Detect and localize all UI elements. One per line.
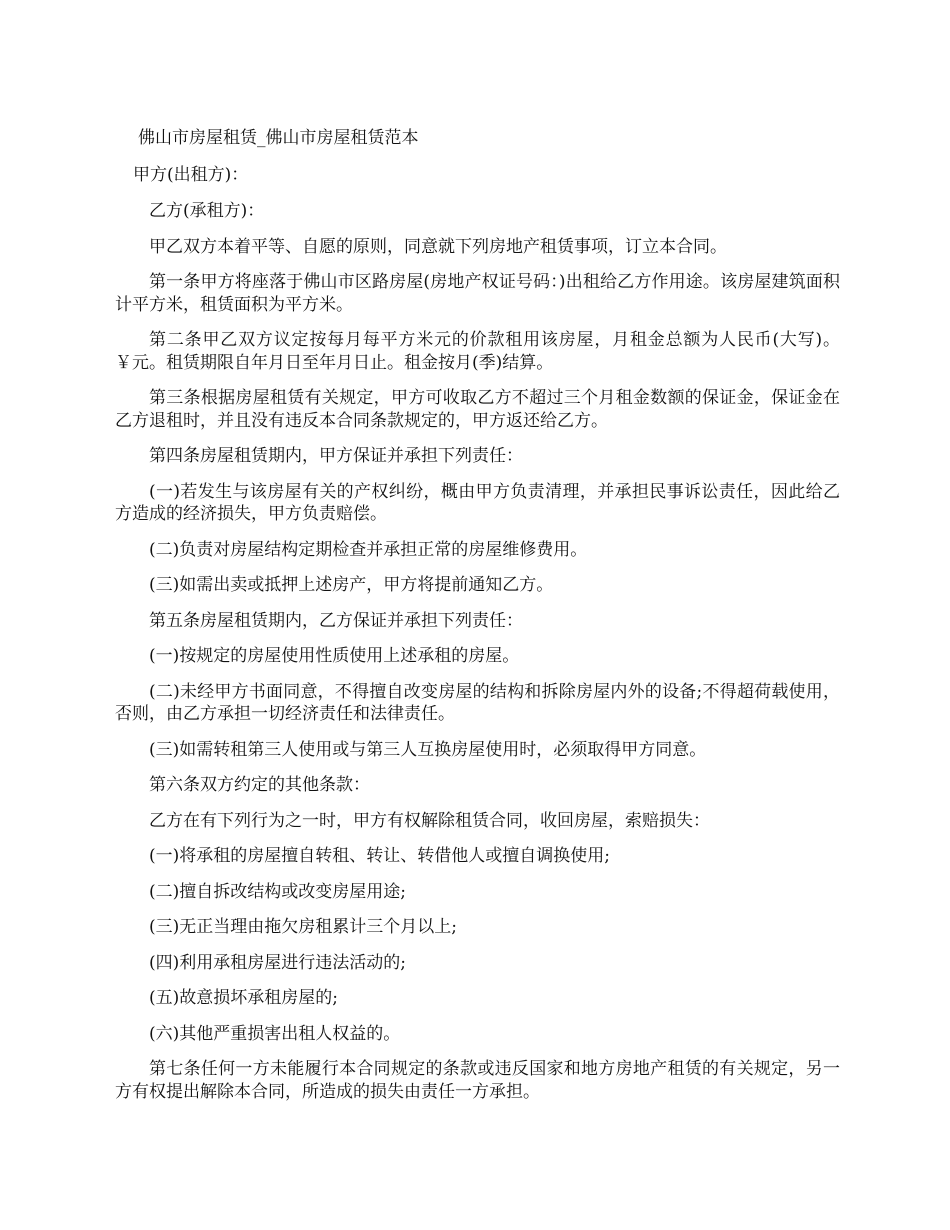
article-3-paragraph: 第三条根据房屋租赁有关规定，甲方可收取乙方不超过三个月租金数额的保证金，保证金在乙方退租时，并且没有违反本合同条款规定的，甲方返还给乙方。	[115, 388, 840, 431]
article-6-item-4: (四)利用承租房屋进行违法活动的;	[149, 952, 406, 973]
article-7-paragraph: 第七条任何一方未能履行本合同规定的条款或违反国家和地方房地产租赁的有关规定，另一方有权提出解除本合同，所造成的损失由责任一方承担。	[115, 1059, 840, 1102]
article-1-paragraph: 第一条甲方将座落于佛山市区路房屋(房地产权证号码：)出租给乙方作用途。该房屋建筑面积计平方米，租赁面积为平方米。	[115, 272, 840, 315]
article-6-item-5: (五)故意损坏承租房屋的;	[149, 988, 338, 1008]
article-2-paragraph: 第二条甲乙双方议定按每月每平方米元的价款租用该房屋，月租金总额为人民币(大写)。￥元。租赁期限自年月日至年月日止。租金按月(季)结算。	[115, 330, 840, 373]
contract-body	[115, 200, 840, 1116]
preamble-paragraph: 甲乙双方本着平等、自愿的原则，同意就下列房地产租赁事项，订立本合同。	[149, 236, 727, 257]
article-6-item-2: (二)擅自拆改结构或改变房屋用途;	[149, 881, 406, 902]
article-4-item-2: (二)负责对房屋结构定期检查并承担正常的房屋维修费用。	[149, 539, 588, 560]
article-6-intro: 乙方在有下列行为之一时，甲方有权解除租赁合同，收回房屋，索赔损失：	[149, 810, 710, 831]
article-5-item-3: (三)如需转租第三人使用或与第三人互换房屋使用时，必须取得甲方同意。	[149, 739, 707, 760]
article-6-item-6: (六)其他严重损害出租人权益的。	[149, 1023, 401, 1044]
article-4-item-3: (三)如需出卖或抵押上述房产，甲方将提前通知乙方。	[149, 575, 554, 595]
article-5-heading: 第五条房屋租赁期内，乙方保证并承担下列责任：	[149, 610, 523, 631]
article-4-item-1: (一)若发生与该房屋有关的产权纠纷，概由甲方负责清理，并承担民事诉讼责任，因此给乙方造成的经济损失，甲方负责赔偿。	[115, 481, 840, 524]
party-b-label: 乙方(承租方)：	[149, 201, 265, 221]
article-6-item-1: (一)将承租的房屋擅自转租、转让、转借他人或擅自调换使用;	[149, 846, 610, 866]
party-a-label: 甲方(出租方)：	[133, 165, 249, 185]
document-title: 佛山市房屋租赁_佛山市房屋租赁范本	[138, 128, 419, 148]
article-4-heading: 第四条房屋租赁期内，甲方保证并承担下列责任：	[149, 446, 523, 466]
article-5-item-1: (一)按规定的房屋使用性质使用上述承租的房屋。	[149, 646, 520, 666]
article-6-item-3: (三)无正当理由拖欠房租累计三个月以上;	[149, 917, 457, 937]
article-6-heading: 第六条双方约定的其他条款：	[149, 775, 370, 795]
article-5-item-2: (二)未经甲方书面同意，不得擅自改变房屋的结构和拆除房屋内外的设备;不得超荷载使用，否则，由乙方承担一切经济责任和法律责任。	[115, 681, 840, 724]
